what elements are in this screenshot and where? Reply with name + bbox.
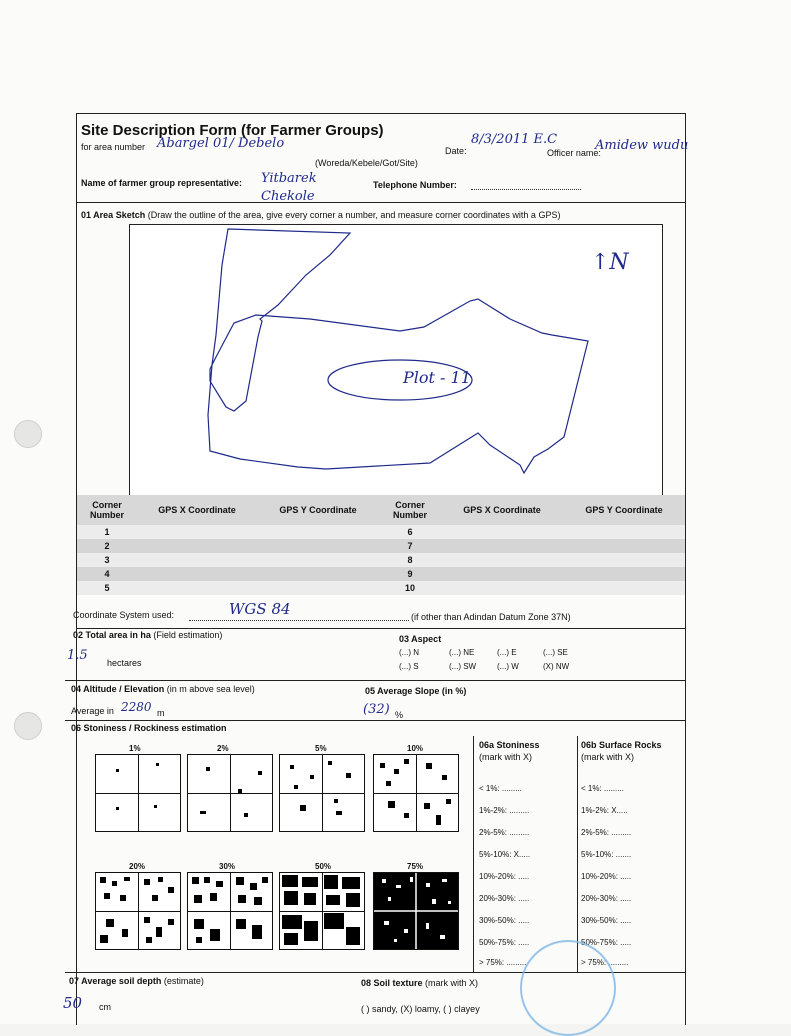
area-sketch-instruction: (Draw the outline of the area, give every corner a number, and measure corner coordinates with a GPS): [147, 210, 561, 220]
stoniness-chart-1: [95, 754, 181, 832]
stone-label-5: 5%: [315, 744, 327, 753]
altitude-prefix: Average in: [71, 706, 114, 716]
corner-number: 9: [379, 567, 441, 581]
corner-number: 6: [379, 525, 441, 539]
area-number-label: for area number: [81, 142, 146, 152]
surface-rocks-option-50-75[interactable]: 50%-75%: .....: [581, 938, 632, 947]
aspect-option-nw[interactable]: (X) NW: [543, 662, 570, 671]
divider: [65, 680, 685, 681]
total-area-title: 02 Total area in ha: [73, 630, 151, 640]
corner-number: 3: [77, 553, 137, 567]
aspect-option-s[interactable]: (...) S: [399, 662, 419, 671]
gps-x-cell[interactable]: [441, 567, 563, 581]
gps-y-cell[interactable]: [563, 525, 685, 539]
gps-y-cell[interactable]: [563, 539, 685, 553]
table-row: [77, 539, 685, 553]
gps-y-cell[interactable]: [563, 581, 685, 595]
aspect-option-n[interactable]: (...) N: [399, 648, 419, 657]
divider: [77, 202, 685, 203]
stoniness-chart-10: [373, 754, 459, 832]
stoniness-a-option-2-5[interactable]: 2%-5%: .........: [479, 828, 530, 837]
stoniness-a-option-20-30[interactable]: 20%-30%: .....: [479, 894, 530, 903]
stone-label-75: 75%: [407, 862, 424, 871]
gps-y-cell[interactable]: [257, 539, 379, 553]
stoniness-a-option-gt75[interactable]: > 75%: .........: [479, 958, 527, 967]
header-corner-number-2: Corner Number: [379, 495, 441, 525]
coordinate-system-field: [189, 620, 409, 621]
surface-rocks-option-20-30[interactable]: 20%-30%: .....: [581, 894, 632, 903]
altitude-hint: (in m above sea level): [166, 684, 255, 694]
area-number-value[interactable]: Abargel 01/ Debelo: [157, 136, 285, 151]
stoniness-chart-20: [95, 872, 181, 950]
gps-x-cell[interactable]: [137, 525, 257, 539]
stoniness-a-hint: (mark with X): [479, 752, 533, 762]
soil-texture-options[interactable]: ( ) sandy, (X) loamy, ( ) clayey: [361, 1004, 480, 1014]
stoniness-a-option-5-10[interactable]: 5%-10%: X.....: [479, 850, 531, 859]
area-outline: [208, 229, 588, 473]
stone-pattern: [96, 873, 180, 949]
stoniness-chart-50: [279, 872, 365, 950]
surface-rocks-option-1-2[interactable]: 1%-2%: X.....: [581, 806, 628, 815]
stoniness-a-option-lt1[interactable]: < 1%: .........: [479, 784, 522, 793]
soil-texture-hint: (mark with X): [425, 978, 479, 988]
official-stamp: [520, 940, 616, 1036]
gps-x-cell[interactable]: [441, 539, 563, 553]
altitude-unit: m: [157, 708, 165, 718]
site-description-form: [63, 113, 689, 1025]
stoniness-a-heading: 06a Stoniness: [479, 740, 540, 750]
telephone-field[interactable]: [471, 189, 581, 190]
surface-rocks-option-lt1[interactable]: < 1%: .........: [581, 784, 624, 793]
gps-y-cell[interactable]: [563, 567, 685, 581]
header-corner-number: Corner Number: [77, 495, 137, 525]
surface-rocks-option-2-5[interactable]: 2%-5%: .........: [581, 828, 632, 837]
gps-y-cell[interactable]: [257, 581, 379, 595]
header-gps-x: GPS X Coordinate: [137, 495, 257, 525]
gps-x-cell[interactable]: [137, 567, 257, 581]
table-row: [77, 581, 685, 595]
stone-pattern: [374, 873, 458, 949]
aspect-option-w[interactable]: (...) W: [497, 662, 519, 671]
gps-y-cell[interactable]: [257, 567, 379, 581]
corner-number: 1: [77, 525, 137, 539]
divider: [577, 736, 578, 972]
surface-rocks-option-5-10[interactable]: 5%-10%: .......: [581, 850, 632, 859]
telephone-label: Telephone Number:: [373, 180, 457, 190]
altitude-heading: [71, 684, 255, 694]
stone-label-20: 20%: [129, 862, 146, 871]
stoniness-chart-5: [279, 754, 365, 832]
header-gps-y-2: GPS Y Coordinate: [563, 495, 685, 525]
gps-y-cell[interactable]: [257, 525, 379, 539]
surface-rocks-option-30-50[interactable]: 30%-50%: .....: [581, 916, 632, 925]
aspect-option-sw[interactable]: (...) SW: [449, 662, 477, 671]
stone-pattern: [188, 873, 272, 949]
coordinate-system-note: (if other than Adindan Datum Zone 37N): [411, 612, 571, 622]
stoniness-chart-2: [187, 754, 273, 832]
area-sketch-canvas[interactable]: [129, 224, 663, 496]
aspect-option-e[interactable]: (...) E: [497, 648, 517, 657]
punch-hole: [14, 420, 42, 448]
soil-texture-heading: [361, 978, 478, 988]
corner-number: 4: [77, 567, 137, 581]
stoniness-chart-30: [187, 872, 273, 950]
soil-depth-title: 07 Average soil depth: [69, 976, 162, 986]
stone-pattern: [280, 873, 364, 949]
divider: [65, 720, 685, 721]
soil-depth-value[interactable]: 50: [63, 994, 83, 1012]
aspect-option-se[interactable]: (...) SE: [543, 648, 568, 657]
gps-y-cell[interactable]: [563, 553, 685, 567]
altitude-title: 04 Altitude / Elevation: [71, 684, 165, 694]
slope-unit: %: [395, 710, 404, 720]
stone-pattern: [374, 755, 458, 831]
header-gps-y: GPS Y Coordinate: [257, 495, 379, 525]
corner-number: 10: [379, 581, 441, 595]
gps-coordinates-table: [77, 495, 685, 595]
coordinate-system-label: Coordinate System used:: [73, 610, 175, 620]
surface-rocks-option-10-20[interactable]: 10%-20%: .....: [581, 872, 632, 881]
divider: [473, 736, 474, 972]
stone-label-10: 10%: [407, 744, 424, 753]
gps-x-cell[interactable]: [441, 553, 563, 567]
form-title: Site Description Form (for Farmer Groups): [81, 122, 384, 139]
aspect-heading: 03 Aspect: [399, 634, 442, 644]
date-value[interactable]: 8/3/2011 E.C: [471, 132, 558, 147]
surface-rocks-hint: (mark with X): [581, 752, 635, 762]
north-arrow-icon: ↑N: [591, 250, 629, 275]
stoniness-a-option-10-20[interactable]: 10%-20%: .....: [479, 872, 530, 881]
corner-number: 8: [379, 553, 441, 567]
coordinate-system-value[interactable]: WGS 84: [229, 600, 291, 618]
corner-number: 5: [77, 581, 137, 595]
representative-value[interactable]: Yitbarek Chekole: [261, 171, 317, 204]
stoniness-a-option-50-75[interactable]: 50%-75%: .....: [479, 938, 530, 947]
stoniness-a-option-1-2[interactable]: 1%-2%: .........: [479, 806, 530, 815]
officer-name-label: Officer name:: [547, 148, 601, 158]
area-sketch-heading: [81, 210, 560, 220]
soil-texture-title: 08 Soil texture: [361, 978, 423, 988]
stone-pattern: [188, 755, 272, 831]
gps-x-cell[interactable]: [137, 581, 257, 595]
table-row: [77, 567, 685, 581]
officer-name-value[interactable]: Amidew wudu: [595, 138, 689, 153]
stone-label-30: 30%: [219, 862, 236, 871]
total-area-value[interactable]: 1.5: [67, 648, 88, 663]
total-area-unit: hectares: [107, 658, 142, 668]
area-sketch-title: 01 Area Sketch: [81, 210, 146, 220]
divider: [77, 628, 685, 629]
slope-value[interactable]: (32): [363, 702, 390, 717]
date-label: Date:: [445, 146, 467, 156]
soil-depth-hint: (estimate): [163, 976, 204, 986]
stone-pattern: [96, 755, 180, 831]
stone-label-1: 1%: [129, 744, 141, 753]
slope-heading: 05 Average Slope (in %): [365, 686, 467, 696]
punch-hole: [14, 712, 42, 740]
stoniness-chart-75: [373, 872, 459, 950]
stone-pattern: [280, 755, 364, 831]
altitude-value[interactable]: 2280: [121, 700, 152, 714]
total-area-hint: (Field estimation): [153, 630, 223, 640]
header-gps-x-2: GPS X Coordinate: [441, 495, 563, 525]
surface-rocks-heading: 06b Surface Rocks: [581, 740, 662, 750]
soil-depth-heading: [69, 976, 204, 986]
plot-label: Plot - 11: [403, 368, 471, 387]
table-row: [77, 525, 685, 539]
gps-x-cell[interactable]: [441, 581, 563, 595]
stone-label-2: 2%: [217, 744, 229, 753]
aspect-option-ne[interactable]: (...) NE: [449, 648, 475, 657]
total-area-heading: [73, 630, 222, 640]
gps-x-cell[interactable]: [137, 553, 257, 567]
gps-x-cell[interactable]: [137, 539, 257, 553]
gps-y-cell[interactable]: [257, 553, 379, 567]
corner-number: 2: [77, 539, 137, 553]
soil-depth-unit: cm: [99, 1002, 111, 1012]
stoniness-a-option-30-50[interactable]: 30%-50%: .....: [479, 916, 530, 925]
representative-label: Name of farmer group representative:: [81, 178, 243, 188]
table-row: [77, 553, 685, 567]
gps-x-cell[interactable]: [441, 525, 563, 539]
stoniness-heading: 06 Stoniness / Rockiness estimation: [71, 723, 227, 733]
stone-label-50: 50%: [315, 862, 332, 871]
corner-number: 7: [379, 539, 441, 553]
woreda-hint: (Woreda/Kebele/Got/Site): [315, 158, 418, 168]
surface-rocks-option-gt75[interactable]: > 75%: .........: [581, 958, 629, 967]
